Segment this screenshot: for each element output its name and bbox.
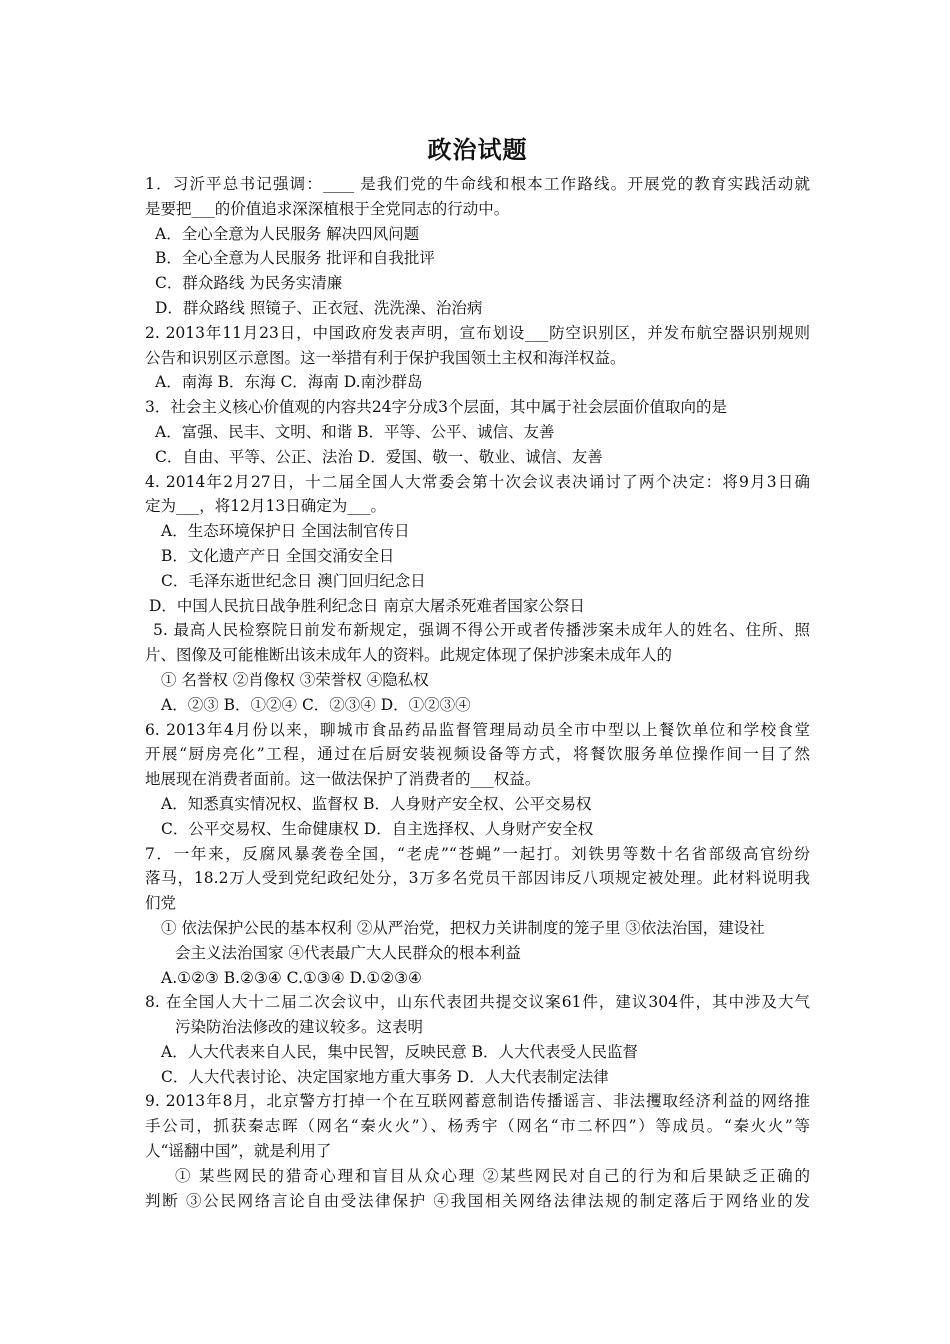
question-1-option-b: B．全心全意为人民服务 批评和自我批评 (155, 249, 435, 268)
question-3-line-1: 3．社会主义核心价值观的内容共24字分成3个层面，其中属于社会层面价值取向的是 (145, 398, 727, 417)
question-4-line-1: 4. 2014年2月27日，十二届全国人大常委会第十次会议表决诵讨了两个决定：将9月3日确 (145, 472, 810, 491)
question-9-line-1: 9. 2013年8月，北京警方打掉一个在互联网蓄意制诰传播谣言、非法攫取经济利益的网络推 (145, 1092, 810, 1111)
question-9-items-line-2: 判断 ③公民网络言论自由受法律保护 ④我国相关网络法律法规的制定落后于网络业的发 (145, 1191, 810, 1210)
question-1-line-2: 是要把___的价值追求深深植根于全党同志的行动中。 (145, 199, 510, 218)
question-4-option-d: D．中国人民抗日战争胜利纪念日 南京大屠杀死难者国家公祭日 (149, 596, 585, 615)
question-6-line-2: 开展“厨房亮化”工程，通过在后厨安装视频设备等方式，将餐饮服务单位操作间一目了然 (145, 745, 810, 764)
question-5-line-1: 5. 最高人民检察院日前发布新规定，强调不得公开或者传播涉案未成年人的姓名、住所、照 (153, 621, 810, 640)
question-7-line-1: 7．一年来，反腐风暴袭卷全国，“老虎”“苍蝇”一起打。刘铁男等数十名省部级高官纷纷 (145, 844, 810, 863)
question-9-line-2: 手公司，抓获秦志晖（网名“秦火火”）、杨秀宇（网名“市二杯四”）等成员。“秦火火”等 (145, 1117, 810, 1136)
question-6-options-ab: A．知悉真实情况权、监督权 B．人身财产安全权、公平交易权 (161, 794, 592, 813)
question-5-items: ① 名誉权 ②肖像权 ③荣誉权 ④隐私权 (161, 670, 429, 689)
question-4-line-2: 定为___，将12月13日确定为___。 (145, 497, 386, 516)
question-8-line-1: 8. 在全国人大十二届二次会议中，山东代表团共提交议案61件，建议304件，其中涉及大气 (145, 993, 810, 1012)
question-1-option-d: D．群众路线 照镜子、正衣冠、洗洗澡、治治病 (155, 298, 483, 317)
question-2-line-2: 公告和识别区示意图。这一举措有利于保护我国领土主权和海洋权益。 (145, 348, 626, 367)
question-7-items-line-1: ① 依法保护公民的基本权利 ②从严治党，把权力关讲制度的笼子里 ③依法治国，建设社 (161, 918, 765, 937)
question-5-line-2: 片、图像及可能椎断出该未成年人的资料。此规定体现了保护涉案未成年人的 (145, 646, 673, 665)
question-1-option-c: C．群众路线 为民务实清廉 (155, 274, 343, 293)
question-7-line-2: 落马，18.2万人受到党纪政纪处分，3万多名党员干部因讳反八项规定被处理。此材料说明我 (145, 869, 810, 888)
question-7-options: A.①②③ B.②③④ C.①③④ D.①②③④ (161, 968, 422, 987)
question-4-option-c: C．毛泽东逝世纪念日 澳门回归纪念日 (161, 571, 426, 590)
question-8-options-ab: A．人大代表来自人民，集中民智，反映民意 B．人大代表受人民监督 (161, 1042, 639, 1061)
page-title: 政治试题 (427, 135, 528, 164)
question-6-line-1: 6. 2013年4月份以来，聊城市食品药品监督管理局动员全市中型以上餐饮单位和学校食堂 (145, 720, 810, 739)
document-page (145, 130, 810, 1213)
question-8-line-2: 污染防治法修改的建议较多。这表明 (175, 1018, 424, 1037)
question-8-options-cd: C．人大代表讨论、决定国家地方重大事务 D．人大代表制定法律 (161, 1067, 609, 1086)
question-9-line-3: 人“谣翻中国”，就是利用了 (145, 1142, 332, 1161)
question-1-line-1: 1．习沂平总书记强调：____ 是我们党的牛命线和根本工作路线。开展党的教育实践活动就 (145, 175, 810, 193)
question-5-options: A．②③ B．①②④ C．②③④ D．①②③④ (161, 695, 471, 714)
question-7-items-line-2: 会主义法治国家 ④代表最广大人民群众的根本利益 (175, 943, 521, 962)
question-2-line-1: 2. 2013年11月23日，中国政府发表声明，宣布划设___防空识别区，并发布航空器识别规则 (145, 323, 810, 342)
question-1-option-a: A．全心全意为人民服务 解决四风问题 (155, 224, 420, 243)
question-4-option-b: B．文化遗产产日 全国交涌安全日 (161, 546, 395, 565)
question-6-line-3: 地展现在消费者面前。这一做法保护了消费者的___权益。 (145, 770, 541, 789)
question-2-options: A．南海 B．东海 C．海南 D.南沙群岛 (155, 373, 423, 392)
question-4-option-a: A．生态环境保护日 全国法制官传日 (161, 522, 410, 541)
question-9-items-line-1: ① 某些网民的猎奇心理和盲目从众心理 ②某些网民对自己的行为和后果缺乏正确的 (175, 1166, 810, 1185)
question-3-options-ab: A．富强、民丰、文明、和谐 B．平等、公平、诚信、友善 (155, 422, 555, 441)
question-3-options-cd: C．自由、平等、公正、法治 D．爱国、敬一、敬业、诚信、友善 (155, 447, 603, 466)
question-7-line-3: 们党 (145, 894, 177, 913)
question-6-options-cd: C．公平交易权、生命健康权 D．自主选择权、人身财产安全权 (161, 819, 594, 838)
